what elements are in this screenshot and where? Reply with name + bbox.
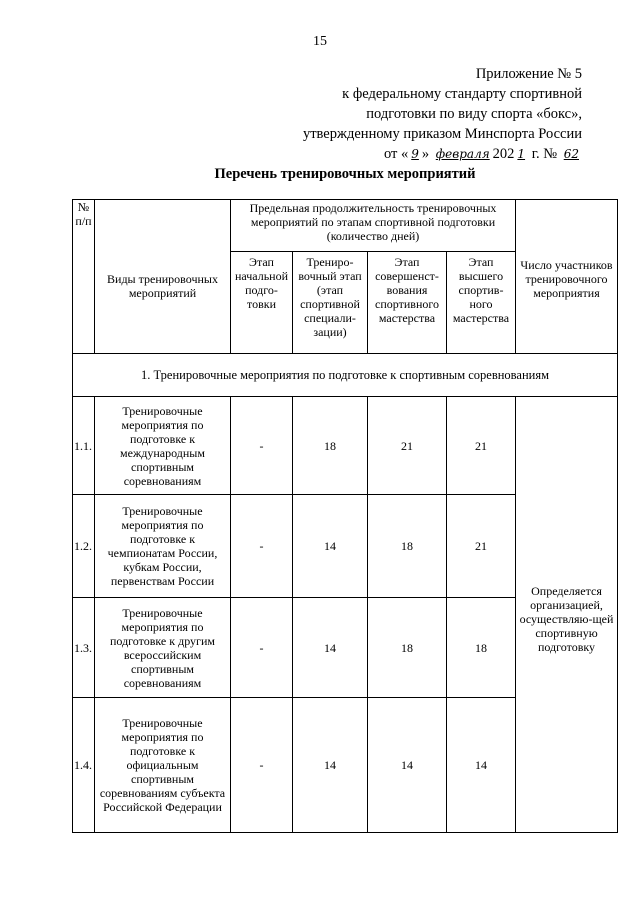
header-type: Виды тренировочных мероприятий <box>95 200 231 354</box>
row-type: Тренировочные мероприятия по подготовке к другим всероссийским спортивным соревнованиям <box>95 598 231 698</box>
section-heading: 1. Тренировочные мероприятия по подготовке к спортивным соревнованиям <box>73 354 618 397</box>
year-prefix: 202 <box>492 146 515 162</box>
header-participants: Число участников тренировочного мероприятия <box>516 200 618 354</box>
handwritten-number: 62 <box>563 147 579 161</box>
handwritten-year-digit: 1 <box>517 147 526 161</box>
row-stage2: 14 <box>293 698 368 833</box>
row-num: 1.3. <box>73 598 95 698</box>
row-stage2: 14 <box>293 495 368 598</box>
training-events-table <box>72 199 618 833</box>
handwritten-month: февраля <box>435 147 490 161</box>
row-stage4: 14 <box>447 698 516 833</box>
row-stage4: 21 <box>447 397 516 495</box>
row-stage2: 18 <box>293 397 368 495</box>
row-stage3: 18 <box>368 598 447 698</box>
row-stage1: - <box>231 397 293 495</box>
row-stage4: 21 <box>447 495 516 598</box>
appendix-date-line <box>252 144 582 164</box>
header-duration: Предельная продолжительность тренировочных мероприятий по этапам спортивной подготовки (количество дней) <box>231 200 516 252</box>
appendix-block <box>252 64 582 164</box>
row-type: Тренировочные мероприятия по подготовке к чемпионатам России, кубкам России, первенствам России <box>95 495 231 598</box>
row-stage3: 14 <box>368 698 447 833</box>
date-mid: » <box>421 146 430 162</box>
row-type: Тренировочные мероприятия по подготовке к международным спортивным соревнованиям <box>95 397 231 495</box>
number-label: г. № <box>531 146 558 162</box>
row-num: 1.4. <box>73 698 95 833</box>
row-type: Тренировочные мероприятия по подготовке к официальным спортивным соревнованиям субъекта Российской Федерации <box>95 698 231 833</box>
date-prefix: от « <box>383 146 409 162</box>
row-stage4: 18 <box>447 598 516 698</box>
header-stage-training: Трениро-вочный этап (этап спортивной специали-зации) <box>293 252 368 354</box>
appendix-line: утвержденному приказом Минспорта России <box>302 126 582 142</box>
page-number: 15 <box>313 34 327 49</box>
row-stage1: - <box>231 698 293 833</box>
handwritten-day: 9 <box>411 147 419 161</box>
header-stage-improvement: Этап совершенст-вования спортивного мастерства <box>368 252 447 354</box>
appendix-line: подготовки по виду спорта «бокс», <box>366 106 582 122</box>
document-title: Перечень тренировочных мероприятий <box>214 166 476 182</box>
row-stage1: - <box>231 495 293 598</box>
row-stage2: 14 <box>293 598 368 698</box>
table-row <box>73 397 618 495</box>
header-stage-initial: Этап начальной подго-товки <box>231 252 293 354</box>
participants-value: Определяется организацией, осуществляю-щей спортивную подготовку <box>516 397 618 833</box>
header-num: № п/п <box>73 200 95 354</box>
row-stage1: - <box>231 598 293 698</box>
row-stage3: 21 <box>368 397 447 495</box>
appendix-title: Приложение № 5 <box>475 66 582 82</box>
row-num: 1.1. <box>73 397 95 495</box>
row-stage3: 18 <box>368 495 447 598</box>
header-stage-highest: Этап высшего спортив-ного мастерства <box>447 252 516 354</box>
appendix-line: к федеральному стандарту спортивной <box>342 86 582 102</box>
row-num: 1.2. <box>73 495 95 598</box>
